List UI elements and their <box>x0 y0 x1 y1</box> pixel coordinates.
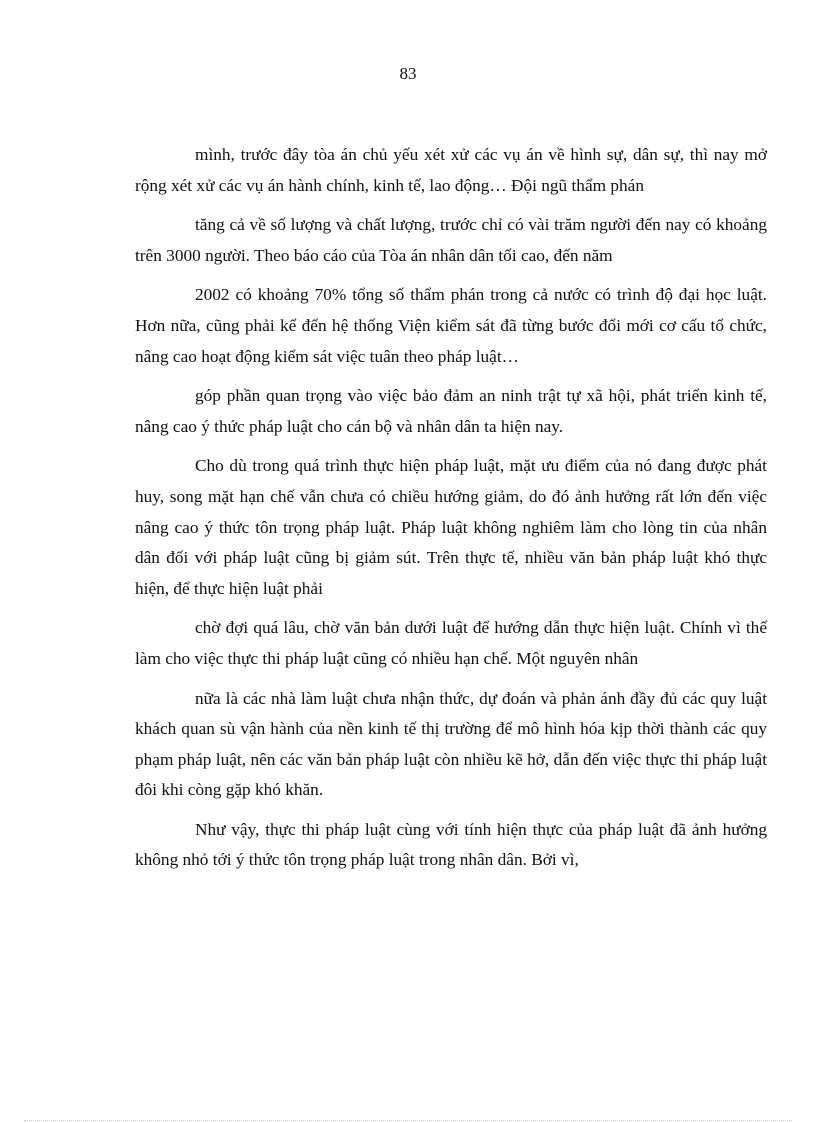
paragraph: 2002 có khoảng 70% tổng số thẩm phán trong cả nước có trình độ đại học luật. Hơn nữa, cũng phải kể đến hệ thống Viện kiểm sát đã từng bước đổi mới cơ cấu tổ chức, nâng cao hoạt động kiểm sát việc tuân theo pháp luật… <box>135 285 767 366</box>
page-number: 83 <box>399 64 417 83</box>
paragraph: Như vậy, thực thi pháp luật cùng với tính hiện thực của pháp luật đã ảnh hưởng không nhỏ tới ý thức tôn trọng pháp luật trong nhân dân. Bởi vì, <box>135 819 767 870</box>
paragraph: Cho dù trong quá trình thực hiện pháp luật, mặt ưu điểm của nó đang được phát huy, song mặt hạn chế vẫn chưa có chiều hướng giảm, do đó ảnh hưởng rất lớn đến việc nâng cao ý thức tôn trọng pháp luật. Pháp luật không nghiêm làm cho lòng tin của nhân dân đối với pháp luật cũng bị giảm sút. Trên thực tế, nhiều văn bản pháp luật khó thực hiện, để thực hiện luật phải <box>135 456 767 598</box>
paragraph: tăng cả về số lượng và chất lượng, trước chỉ có vài trăm người đến nay có khoảng trên 3000 người. Theo báo cáo của Tòa án nhân dân tối cao, đến năm <box>135 215 767 265</box>
paragraph: chờ đợi quá lâu, chờ văn bản dưới luật để hướng dẫn thực hiện luật. Chính vì thế làm cho việc thực thi pháp luật cũng có nhiều hạn chế. Một nguyên nhân <box>135 618 767 668</box>
paragraph: mình, trước đây tòa án chủ yếu xét xử các vụ án về hình sự, dân sự, thì nay mở rộng xét xử các vụ án hành chính, kinh tế, lao động… Đội ngũ thẩm phán <box>135 145 767 195</box>
page-bottom-divider <box>24 1120 792 1121</box>
paragraph: góp phần quan trọng vào việc bảo đảm an ninh trật tự xã hội, phát triển kinh tế, nâng cao ý thức pháp luật cho cán bộ và nhân dân ta hiện nay. <box>135 386 767 436</box>
paragraph: nữa là các nhà làm luật chưa nhận thức, dự đoán và phản ánh đầy đủ các quy luật khách quan sù vận hành của nền kinh tế thị trường để mô hình hóa kịp thời thành các quy phạm pháp luật, nên các văn bản pháp luật còn nhiều kẽ hở, dẫn đến việc thực thi pháp luật đôi khi còng gặp khó khăn. <box>135 688 767 800</box>
document-body <box>135 140 767 885</box>
